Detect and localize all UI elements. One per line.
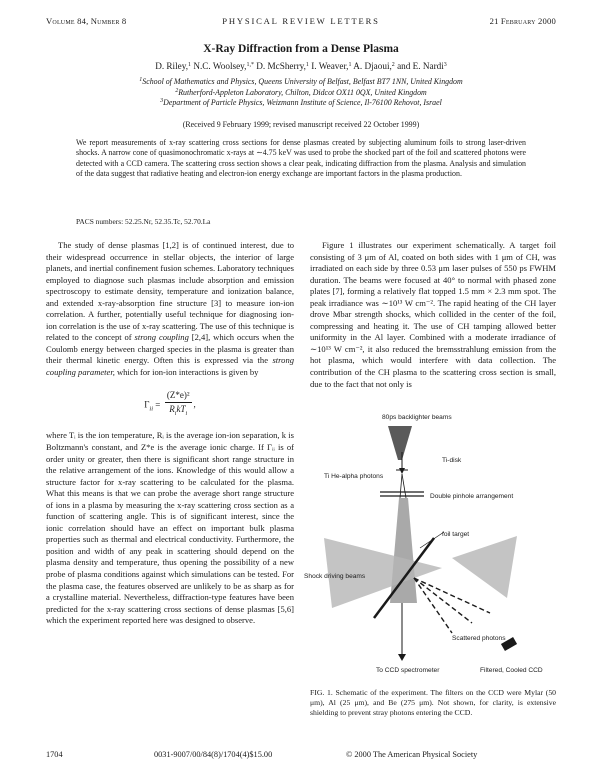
affiliation bbox=[46, 77, 556, 88]
eq-subscript: ii bbox=[149, 404, 154, 412]
affil-mark: 2 bbox=[175, 87, 179, 94]
affiliations bbox=[46, 77, 556, 109]
label-ti-disk: Ti-disk bbox=[442, 457, 462, 464]
emphasis: strong coupling bbox=[134, 332, 189, 343]
affiliation bbox=[46, 88, 556, 99]
paper-title: X-Ray Diffraction from a Dense Plasma bbox=[203, 43, 399, 55]
text-run: which for ion-ion interactions is given by bbox=[114, 367, 259, 378]
eq-symbol: Γ bbox=[144, 399, 150, 410]
affil-text: Department of Particle Physics, Weizmann Institute of Science, Il-76100 Rehovot, Israel bbox=[163, 98, 442, 108]
caption-text: Schematic of the experiment. The filters on the CCD were Mylar (50 μm), Al (25 μm), and Be (275 μm). Not shown, for clarity, is extensive shielding to prevent stray photons entering the CCD. bbox=[310, 688, 557, 718]
affiliation bbox=[46, 98, 556, 109]
eq-den-r: R bbox=[169, 404, 175, 415]
label-shock: Shock driving beams bbox=[304, 573, 366, 580]
affil-text: School of Mathematics and Physics, Queens University of Belfast, Belfast BT7 1NN, United Kingdom bbox=[142, 77, 463, 86]
author-affil-mark: 1 bbox=[348, 62, 352, 68]
author-affil-mark: 1 bbox=[188, 62, 192, 68]
label-ccd-spectrometer: To CCD spectrometer bbox=[376, 667, 440, 674]
left-column bbox=[46, 240, 294, 627]
label-ti-he: Ti He-alpha photons bbox=[324, 473, 384, 480]
right-column bbox=[310, 240, 556, 390]
author: D. McSherry, bbox=[256, 61, 306, 71]
body-paragraph bbox=[46, 240, 294, 379]
author-affil-mark: 1 bbox=[305, 62, 309, 68]
page-number: 1704 bbox=[46, 750, 63, 759]
label-foil: foil target bbox=[442, 531, 470, 538]
received-dates: (Received 9 February 1999; revised manuscript received 22 October 1999) bbox=[182, 120, 420, 129]
page-footer bbox=[46, 750, 556, 762]
affil-text: Rutherford-Appleton Laboratory, Chilton, Didcot OX11 0QX, United Kingdom bbox=[178, 87, 427, 97]
affil-mark: 1 bbox=[139, 77, 143, 83]
label-ccd: Filtered, Cooled CCD bbox=[480, 667, 543, 674]
article-code: 0031-9007/00/84(8)/1704(4)$15.00 bbox=[154, 750, 273, 759]
label-backlighter: 80ps backlighter beams bbox=[382, 414, 452, 421]
author-list bbox=[46, 61, 556, 71]
author: N.C. Woolsey, bbox=[193, 61, 247, 71]
eq-comma: , bbox=[193, 399, 196, 410]
eq-fraction bbox=[165, 390, 192, 421]
eq-equals: = bbox=[153, 399, 163, 410]
affil-mark: 3 bbox=[160, 98, 164, 105]
pacs-numbers: PACS numbers: 52.25.Nr, 52.35.Tc, 52.70.La bbox=[76, 217, 211, 226]
author: D. Riley, bbox=[155, 61, 189, 71]
running-header bbox=[46, 16, 556, 30]
body-paragraph: Figure 1 illustrates our experiment schematically. A target foil consisting of 3 μm of Al, coated on both sides with 1 μm of CH, was irradiated on each side by three 0.53 μm laser pulses of 550 ps FWHM duration. The beams were focused at 40° to normal with phased zone plates [7], forming a relatively flat topped 1.5 mm × 2.3 mm spot. The peak irradiance was ∼10¹³ W cm⁻². The rapid heating of the CH layer drove Mbar strength shocks, which collided in the center of the foil, compressing and heating it. The use of CH tamping allowed better uniformity in the Al layer. Combined with a moderate irradiance of ∼10¹³ W cm⁻², it also reduced the bremsstrahlung emission from the hot plasma, which would interfere with data collection. The contribution of the CH plasma to the scattering cross section is small, due to the fact that not only is bbox=[310, 240, 556, 389]
eq-den-sub2: i bbox=[185, 410, 188, 417]
coupling-equation bbox=[46, 390, 294, 421]
body-paragraph: where Tᵢ is the ion temperature, Rᵢ is the average ion-ion separation, k is Boltzmann's constant, and Z*e is the average ionic charge. If Γᵢᵢ is of order unity or greater, then there is significant short range structure in the relative arrangement of the ions. Knowledge of this would allow a structure factor for x-ray scattering to be calculated for the plasma. What this means is that we can probe the average short range structure of ions in a plasma by measuring the x-ray scattering cross section as a function of scattering angle. This is of significant interest, since the ionic correlation should have an effect on important bulk plasma properties such as thermal and electrical conductivity. Furthermore, the position and width of any peak in scattering should depend on the plasma density and temperature, thus opening the possibility of a new probe of plasma conditions against which simulations can be tested. For the plasma case, the features observed are unlikely to be as sharp as for a crystalline material. Nevertheless, diffraction-type features have been predicted for the x-ray scattering cross sections of dense plasmas [5,6] which the experiment reported here was designed to observe. bbox=[46, 430, 294, 626]
author: I. Weaver, bbox=[311, 61, 349, 71]
volume-number: Volume 84, Number 8 bbox=[46, 16, 127, 26]
text-run: The study of dense plasmas [1,2] is of continued interest, due to their widespread occurrence in stellar objects, the interior of large planets, and inertial confinement fusion schemes. Laboratory techniques employed to diagnose such plasmas include absorption and emission spectroscopy to estimate density, temperature and ionization balance, and extended x-ray-absorption fine structure [3] to measure ion-ion correlation. A further, potentially useful technique for diagnosing ion-ion correlation is the use of x-ray scattering. The use of this technique is related to the concept of bbox=[46, 240, 294, 343]
emphasis: strong coupling parameter, bbox=[46, 355, 294, 378]
copyright: © 2000 The American Physical Society bbox=[346, 750, 478, 759]
label-pinhole: Double pinhole arrangement bbox=[430, 493, 514, 500]
eq-numerator: (Z*e)² bbox=[165, 390, 192, 404]
eq-den-kt: kT bbox=[176, 404, 186, 415]
eq-denominator bbox=[165, 403, 192, 420]
caption-label: FIG. 1. bbox=[310, 688, 333, 697]
eq-den-sub: i bbox=[174, 410, 177, 417]
author-affil-mark: 2 bbox=[391, 62, 395, 68]
experiment-schematic bbox=[302, 408, 562, 678]
label-scattered: Scattered photons bbox=[452, 635, 506, 642]
author-affil-mark: 3 bbox=[443, 62, 447, 68]
text-run: [2,4], which occurs when the Coulomb energy between charged species in the plasma is greater than their thermal kinetic energy. Often this is expressed via the bbox=[46, 332, 294, 366]
author-affil-mark: 1,* bbox=[246, 62, 254, 68]
author: and E. Nardi bbox=[397, 61, 444, 71]
journal-name: PHYSICAL REVIEW LETTERS bbox=[222, 16, 380, 26]
figure-caption bbox=[310, 688, 556, 719]
issue-date: 21 February 2000 bbox=[489, 16, 556, 26]
abstract: We report measurements of x-ray scattering cross sections for dense plasmas created by subjecting aluminum foils to strong laser-driven shocks. A narrow cone of quasimonochromatic x-rays at ∼4.75 keV was used to probe the shocked part of the foil and scattered photons were detected with a CCD camera. The scattering cross section shows a clear peak, indicating diffraction from the plasma. Analysis and simulation of the data suggest that radiative heating and electron-ion energy exchange are important factors in the plasma production. bbox=[76, 138, 526, 178]
author: A. Djaoui, bbox=[353, 61, 392, 71]
